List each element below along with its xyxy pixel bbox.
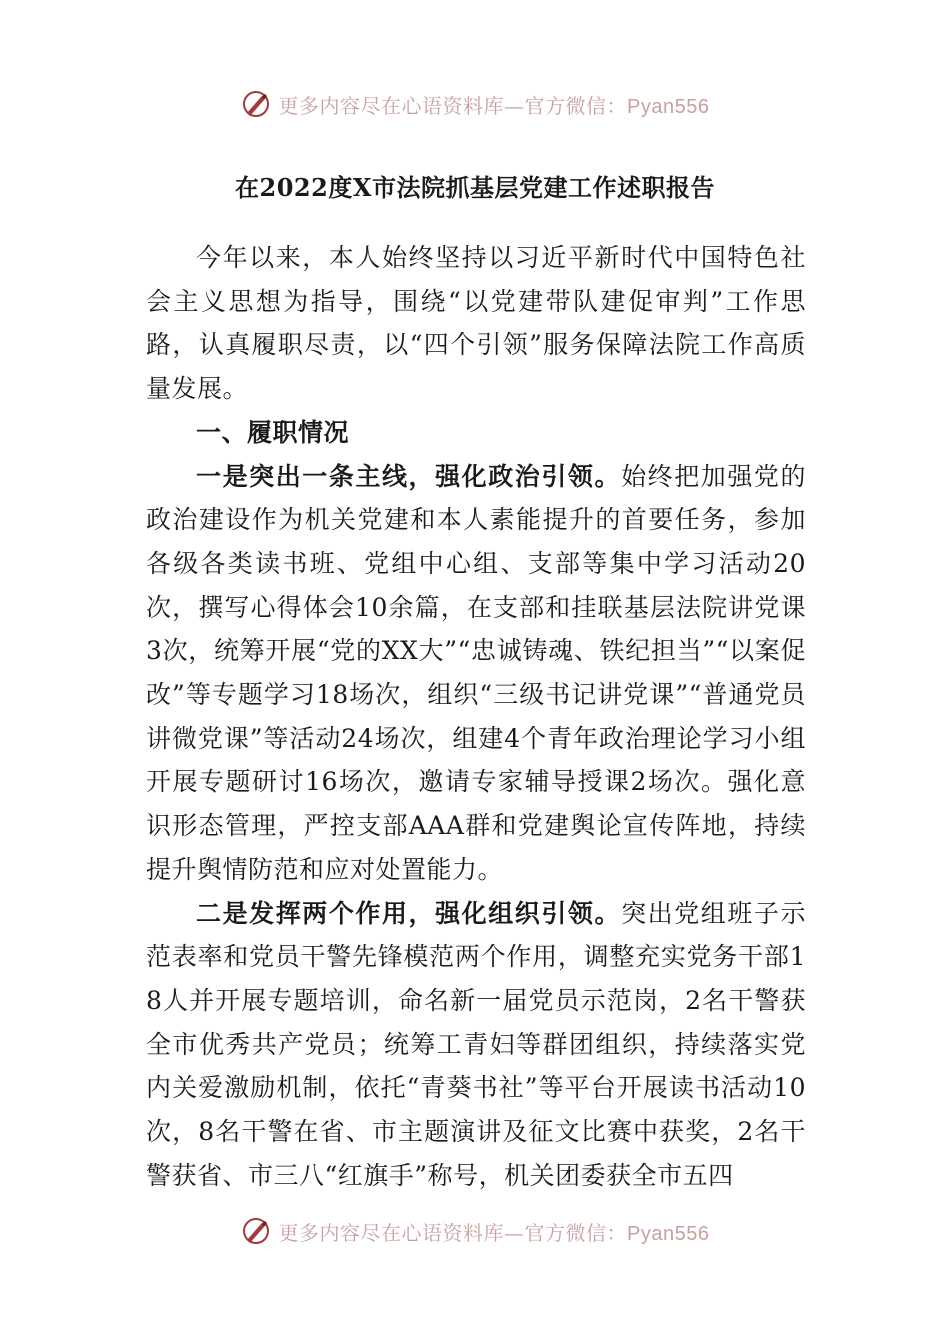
item-paragraph-1 [146,455,806,892]
watermark-text: 更多内容尽在心语资料库—官方微信：Pyan556 [278,93,710,118]
document-body [146,236,806,1197]
watermark-wechat-id: Pyan556 [627,95,710,118]
watermark-bottom [0,1211,950,1251]
watermark-wechat-id: Pyan556 [627,1222,710,1245]
watermark-text: 更多内容尽在心语资料库—官方微信：Pyan556 [278,1220,710,1245]
item-lead-1: 一是突出一条主线，强化政治引领。 [196,461,622,491]
item-lead-2: 二是发挥两个作用，强化组织引领。 [196,898,622,928]
intro-paragraph: 今年以来，本人始终坚持以习近平新时代中国特色社会主义思想为指导，围绕“以党建带队建促审判”工作思路，认真履职尽责，以“四个引领”服务保障法院工作高质量发展。 [146,243,806,404]
pen-logo-icon [241,1216,271,1246]
pen-logo-icon [241,89,271,119]
item-body-2: 突出党组班子示范表率和党员干警先锋模范两个作用，调整充实党务干部18人并开展专题培训，命名新一届党员示范岗，2名干警获全市优秀共产党员；统筹工青妇等群团组织，持续落实党内关爱激励机制，依托“青葵书社”等平台开展读书活动10次，8名干警在省、市主题演讲及征文比赛中获奖，2名干警获省、市三八“红旗手”称号，机关团委获全市五四 [146,898,806,1190]
watermark-top [0,84,950,124]
section-heading-1: 一、履职情况 [196,417,350,447]
item-paragraph-2 [146,892,806,1198]
item-body-1: 始终把加强党的政治建设作为机关党建和本人素能提升的首要任务，参加各级各类读书班、党组中心组、支部等集中学习活动20次，撰写心得体会10余篇，在支部和挂联基层法院讲党课3次，统筹开展“党的XX大”“忠诚铸魂、铁纪担当”“以案促改”等专题学习18场次，组织“三级书记讲党课”“普通党员讲微党课”等活动24场次，组建4个青年政治理论学习小组开展专题研讨16场次，邀请专家辅导授课2场次。强化意识形态管理，严控支部AAA群和党建舆论宣传阵地，持续提升舆情防范和应对处置能力。 [146,461,806,884]
document-title: 在2022度X市法院抓基层党建工作述职报告 [235,173,715,202]
